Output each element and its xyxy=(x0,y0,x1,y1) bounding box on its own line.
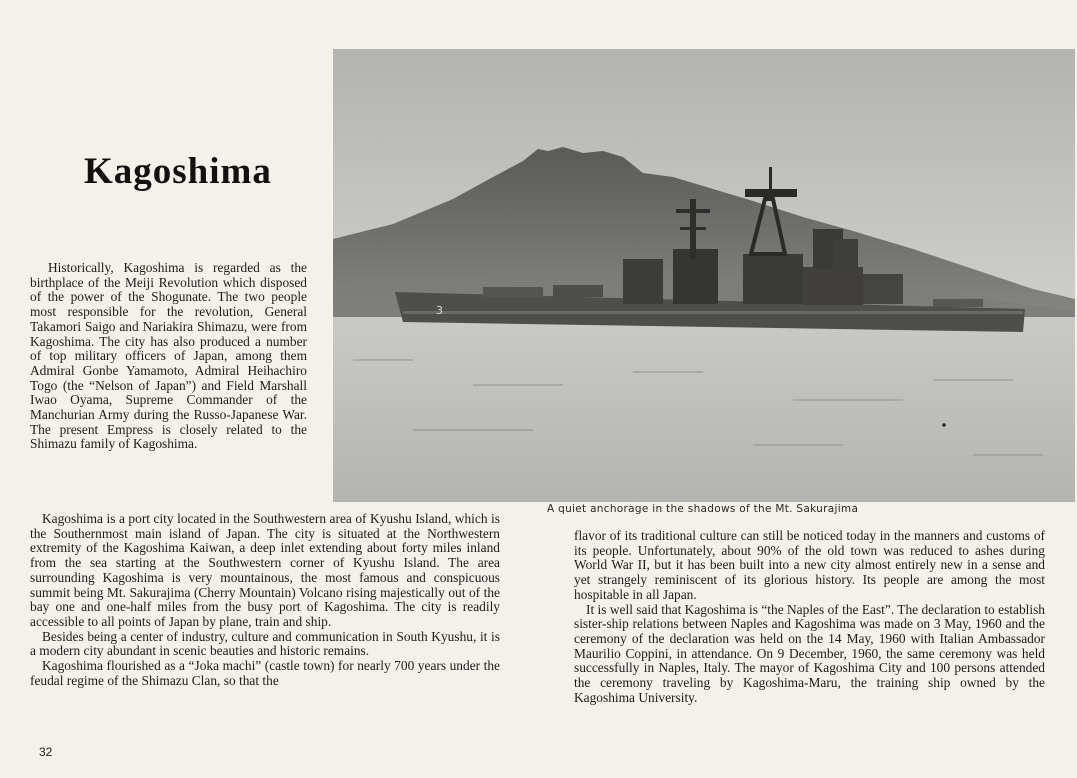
hull-number: 3 xyxy=(436,304,443,317)
photo-illustration xyxy=(333,49,1075,502)
intro-paragraph: Historically, Kagoshima is regarded as the birthplace of the Meiji Revolution which disposed of the power of the Shogunate. The two people most responsible for the revolution, General Takamori Saigo and Nariakira Shimazu, were from Kagoshima. The city has also produced a number of top military officers of Japan, among them Admiral Gonbe Yamamoto, Admiral Heihachiro Togo (the “Nelson of Japan”) and Field Marshall Iwao Oyama, Supreme Commander of the Manchurian Army during the Russo-Japanese War. The present Empress is closely related to the Shimazu family of Kagoshima. xyxy=(30,260,307,452)
right-column xyxy=(574,529,1045,705)
paragraph: Kagoshima is a port city located in the Southwestern area of Kyushu Island, which is the Southernmost main island of Japan. The city is situated at the Northwestern extremity of the Kagoshima Kaiwan, a deep inlet extending about forty miles inland from the sea starting at the Southwestern corner of Kyushu Island. The area surrounding Kagoshima is very mountainous, the most famous and conspicuous summit being Mt. Sakurajima (Cherry Mountain) Volcano rising majestically out of the bay one and one-half miles from the busy port of Kagoshima. The city is readily accessible to all points of Japan by plane, train and ship. xyxy=(30,511,500,629)
intro-column xyxy=(30,261,307,452)
left-column xyxy=(30,512,500,688)
buoy xyxy=(942,423,946,427)
sea xyxy=(333,317,1075,502)
paragraph: Besides being a center of industry, culture and communication in South Kyushu, it is a modern city abundant in scenic beauties and historic remains. xyxy=(30,628,500,659)
paragraph: flavor of its traditional culture can still be noticed today in the manners and customs of its people. Unfortunately, about 90% of the old town was reduced to ashes during World War II, but it has been built into a new city almost entirely new in a sense and yet strangely reminiscent of its glorious history. Its people are among the most hospitable in all Japan. xyxy=(574,528,1045,602)
photo-warship-sakurajima xyxy=(333,49,1075,502)
page-number: 32 xyxy=(39,745,53,759)
photo-caption: A quiet anchorage in the shadows of the Mt. Sakurajima xyxy=(547,503,859,515)
paragraph: It is well said that Kagoshima is “the Naples of the East”. The declaration to establish sister-ship relations between Naples and Kagoshima was made on 3 May, 1960 and the ceremony of the declaration was held on the 14 May, 1960 with Italian Ambassador Maurilio Coppini, in attendance. On 9 December, 1960, the same ceremony was held successfully in Naples, Italy. The mayor of Kagoshima City and 100 persons attended the ceremony traveling by Kagoshima-Maru, the training ship owned by the Kagoshima University. xyxy=(574,601,1045,705)
page-title: Kagoshima xyxy=(84,151,272,192)
paragraph: Kagoshima flourished as a “Joka machi” (castle town) for nearly 700 years under the feudal regime of the Shimazu Clan, so that the xyxy=(30,658,500,688)
